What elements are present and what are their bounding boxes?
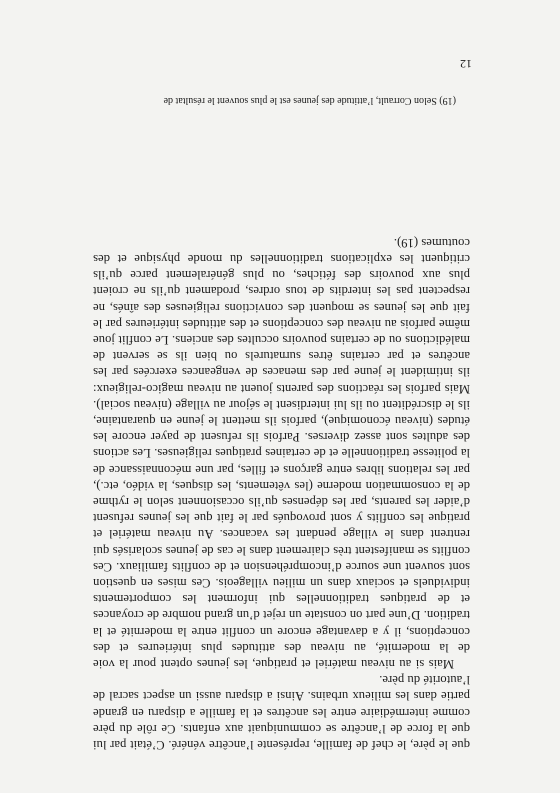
body-text (93, 235, 470, 754)
paragraph: Mais si au niveau matériel et pratique, les jeunes optent pour la voie de la modernité, au niveau des attitudes plus intérieures et des conceptions, il y a davantage encore un conflit entre la modernité et la tradition. D’une part on constate un rejet d’un grand nombre de croyances et de pratiques traditionnelles qui informent les comportements individuels et sociaux dans un milieu villageois. Ces mises en question sont souvent une source d’incompréhension et de conflits familiaux. Ces conflits se manifestent très clairement dans le cas de jeunes scolarisés qui rentrent dans le village pendant les vacances. Au niveau matériel et pratique les conflits y sont provoqués par le fait que les jeunes refusent d’aider les parents, par les dépenses qu’ils occasionnent selon le rythme de la consommation moderne (les vêtements, les disques, la vidéo, etc.), par les relations libres entre garçons et filles, par une méconnaissance de la politesse traditionnelle et de certaines pratiques religieuses. Les actions des adultes sont assez diverses. Parfois ils refusent de payer encore les études (niveau économique), parfois ils mettent le jeune en quarantaine, ils le discréditent ou ils lui interdisent le séjour au village (niveau social). Mais parfois les réactions des parents jouent au niveau magico-religieux: ils intimident le jeune par des menaces de vengeances exercées par les ancêtres et par certains êtres surnaturels ou bien ils se servent de malédictions ou de certains pouvoirs occultes des anciens. Le conflit joue même parfois au niveau des conceptions et des attitudes intérieures par le fait que les jeunes se moquent des convictions religieuses des aînés, ne respectent pas les interdits de tous ordres, prodament qu’ils ne croient plus aux pouvoirs des fétiches, ou plus généralement parce qu’ils critiquent les explications traditionnelles du monde physique et des coutumes (19). (93, 235, 470, 671)
footnote: (19) Selon Corrault, l’attitude des jeunes est le plus souvent le résultat de (163, 95, 456, 106)
paragraph: que le père, le chef de famille, représente l’ancêtre vénéré. C’était par lui que la force de l’ancêtre se communiquait aux enfants. Ce rôle du père comme intermédiaire entre les ancêtres et la famille a disparu en grande partie dans les milieux urbains. Ainsi a disparu aussi un aspect sacral de l’autorité du père. (93, 673, 470, 752)
page-number: 12 (460, 57, 472, 71)
